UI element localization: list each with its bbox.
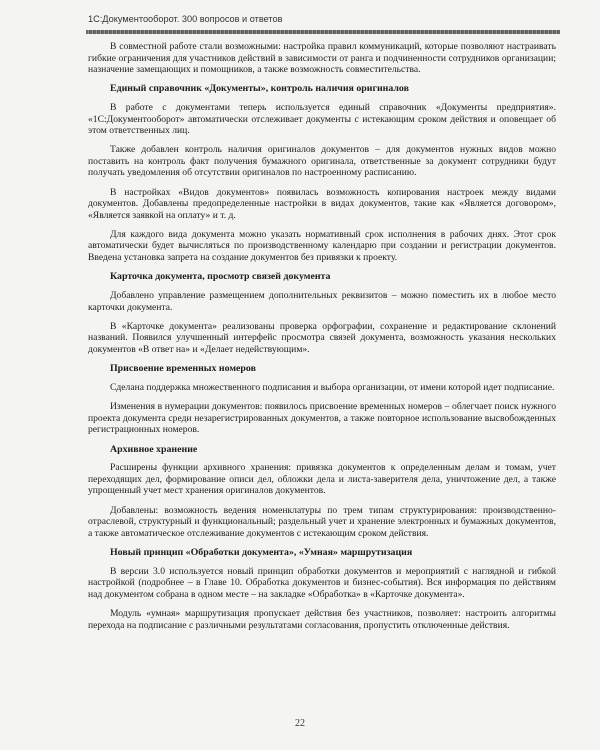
running-head: 1С:Документооборот. 300 вопросов и ответов xyxy=(88,14,283,24)
paragraph: Расширены функции архивного хранения: привязка документов к определенным делам и томам, учет переходящих дел, формирование описи дел, обложки дела и листа-заверителя дела, уничтожение дел, а также упрощенный учет мест хранения оригиналов документов. xyxy=(88,462,556,497)
section-heading: Архивное хранение xyxy=(110,443,198,455)
paragraph: Сделана поддержка множественного подписания и выбора организации, от имени которой идет подписание. xyxy=(110,381,555,393)
paragraph: Для каждого вида документа можно указать нормативный срок исполнения в рабочих днях. Этот срок автоматически будет вычисляться по производственному календарю при создании и регистрации документов. Введена установка запрета на создание документов без привязки к проекту. xyxy=(88,228,556,263)
section-heading: Присвоение временных номеров xyxy=(110,363,256,375)
paragraph: Изменения в нумерации документов: появилось присвоение временных номеров – облегчает поиск нужного проекта документа среди незарегистрированных документов, а также повторное использование высвобожденных регистрационных номеров. xyxy=(88,401,556,436)
paragraph: Добавлены: возможность ведения номенклатуры по трем типам структурирования: производственно-отраслевой, структурный и функциональный; раздельный учет и хранение электронных и бумажных документов, а также автоматическое отслеживание документов с истекающим сроком действия. xyxy=(88,504,556,539)
paragraph: В версии 3.0 используется новый принцип обработки документов и мероприятий с наглядной и гибкой настройкой (подробнее – в Главе 10. Обработка документов и бизнес-события). Вся информация по действиям над документом собрана в одном месте – на закладке «Обработка» в «Карточке документа». xyxy=(88,565,556,600)
paragraph: В совместной работе стали возможными: настройка правил коммуникаций, которые позволяют настраивать гибкие ограничения для участников действий в зависимости от ранга и подчиненности сотрудников организации; назначение замещающих и помощников, а также возможность совместительства. xyxy=(88,41,556,75)
paragraph: Также добавлен контроль наличия оригиналов документов – для документов нужных видов можно поставить на контроль факт получения бумажного оригинала, ответственные за документ сотрудники будут получать уведомления об отсутствии оригиналов по настроенному расписанию. xyxy=(88,144,556,179)
section-heading: Карточка документа, просмотр связей документа xyxy=(110,271,331,283)
header-rule xyxy=(86,30,560,34)
paragraph: Модуль «умная» маршрутизация пропускает действия без участников, позволяет: настроить алгоритмы перехода на подписание с различными результатами согласования, пропустить отключенные действия. xyxy=(88,608,556,631)
paragraph: В «Карточке документа» реализованы проверка орфографии, сохранение и редактирование склонений названий. Появился улучшенный интерфейс просмотра связей документа, возможность указания нескольких документов «В ответ на» и «Делает недействующим». xyxy=(88,320,556,355)
paragraph: В настройках «Видов документов» появилась возможность копирования настроек между видами документов. Добавлены предопределенные настройки в видах документов, такие как «Является договором», «Является заявкой на оплату» и т. д. xyxy=(88,186,556,221)
page-number: 22 xyxy=(295,718,305,729)
paragraph: В работе с документами теперь используется единый справочник «Документы предприятия». «1С:Документооборот» автоматически отслеживает документы с истекающим сроком действия и оповещает об этом ответственных лиц. xyxy=(88,102,556,137)
paragraph: Добавлено управление размещением дополнительных реквизитов – можно поместить их в любое место карточки документа. xyxy=(88,290,556,313)
section-heading: Новый принцип «Обработки документа», «Умная» маршрутизация xyxy=(110,546,413,558)
page-body xyxy=(88,41,556,639)
section-heading: Единый справочник «Документы», контроль наличия оригиналов xyxy=(110,83,409,95)
